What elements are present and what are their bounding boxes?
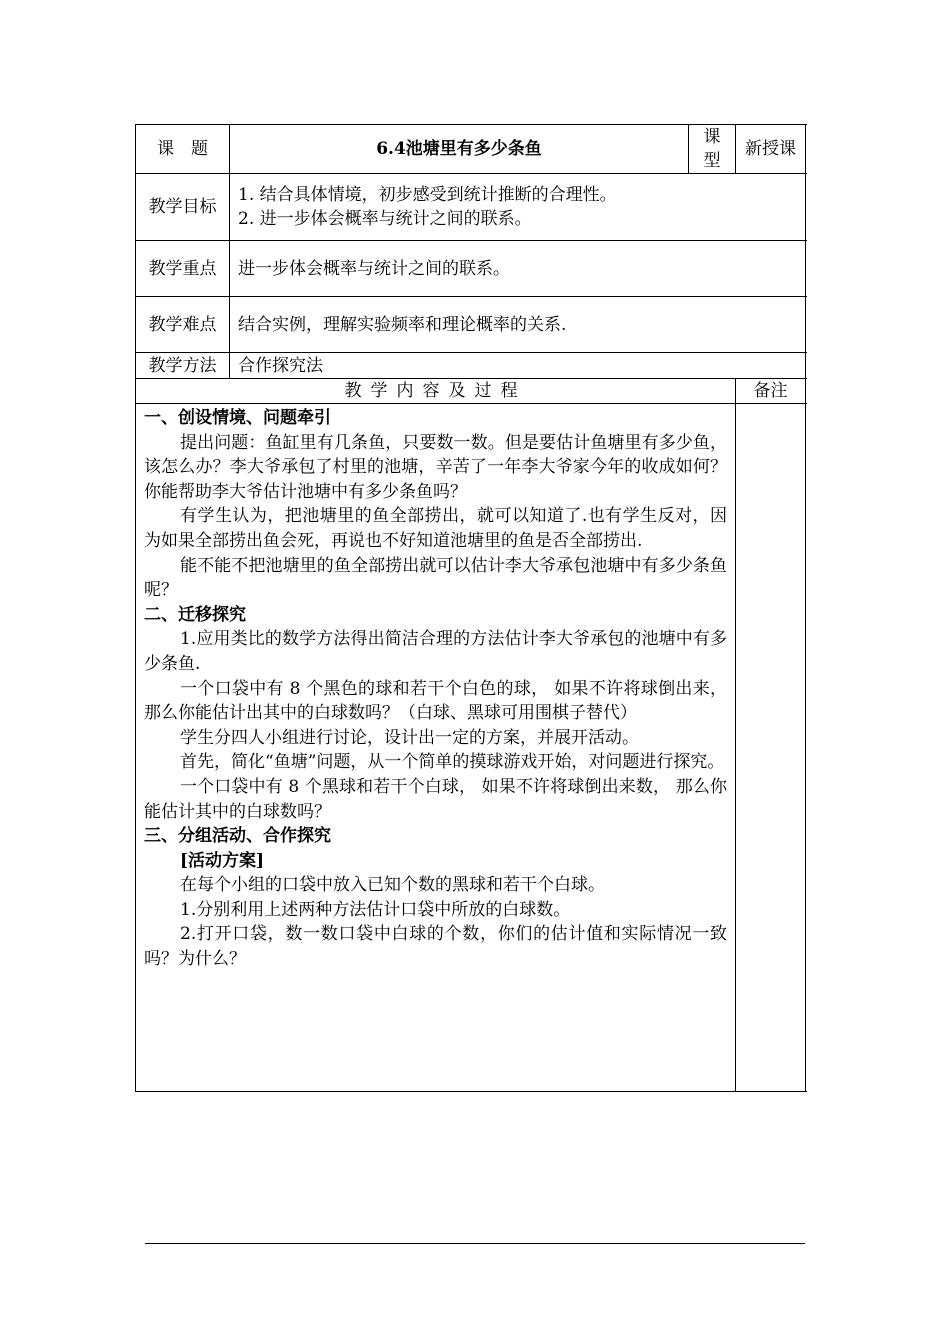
difficulty-value: 结合实例，理解实验频率和理论概率的关系. [230,297,806,353]
notes-header: 备注 [736,379,806,404]
content-paragraph: 提出问题：鱼缸里有几条鱼，只要数一数。但是要估计鱼塘里有多少鱼，该怎么办？李大爷承包了村里的池塘，辛苦了一年李大爷家今年的收成如何？你能帮助李大爷估计池塘中有多少条鱼吗？ [144,432,728,502]
section-heading: 一、创设情境、问题牵引 [144,408,331,428]
difficulty-label: 教学难点 [136,297,230,353]
row-content [136,404,806,1092]
goal-item: 1. 结合具体情境，初步感受到统计推断的合理性。 [238,185,617,205]
content-header: 教学内容及过程 [136,379,736,404]
topic-value: 6.4池塘里有多少条鱼 [230,125,689,174]
type-value: 新授课 [736,125,806,174]
content-body [136,404,736,1092]
row-method [136,353,806,379]
row-section-header [136,379,806,404]
notes-body [736,404,806,1092]
section-heading: 二、迁移探究 [144,604,246,625]
goal-item: 2. 进一步体会概率与统计之间的联系。 [238,209,532,229]
content-paragraph: 一个口袋中有 8 个黑球和若干个白球， 如果不许将球倒出来数， 那么你能估计其中的白球数吗？ [144,776,728,822]
key-point-value: 进一步体会概率与统计之间的联系。 [230,241,806,297]
row-difficulty [136,297,806,353]
content-paragraph: 1.应用类比的数学方法得出简洁合理的方法估计李大爷承包的池塘中有多少条鱼. [144,629,728,674]
topic-label: 课 题 [136,125,230,174]
goals-label: 教学目标 [136,174,230,241]
row-topic [136,125,806,174]
content-paragraph: 2.打开口袋，数一数口袋中白球的个数，你们的估计值和实际情况一致吗？为什么？ [144,924,728,970]
content-paragraph: 一个口袋中有 8 个黑色的球和若干个白色的球， 如果不许将球倒出来，那么你能估计出其中的白球数吗？（白球、黑球可用围棋子替代） [144,678,728,724]
content-paragraph: 学生分四人小组进行讨论，设计出一定的方案，并展开活动。 [180,727,639,748]
goals-value [230,174,806,241]
row-goals [136,174,806,241]
method-value: 合作探究法 [230,353,806,379]
content-paragraph: 在每个小组的口袋中放入已知个数的黑球和若干个白球。 [180,875,605,896]
type-label: 课型 [689,125,736,174]
content-paragraph: 能不能不把池塘里的鱼全部捞出就可以估计李大爷承包池塘中有多少条鱼呢？ [144,555,728,601]
content-paragraph: 首先，简化“鱼塘”问题，从一个简单的摸球游戏开始，对问题进行探究。 [180,752,725,773]
row-key-point [136,241,806,297]
content-paragraph: 有学生认为，把池塘里的鱼全部捞出，就可以知道了.也有学生反对，因为如果全部捞出鱼会死，再说也不好知道池塘里的鱼是否全部捞出. [144,506,728,551]
footer-divider [145,1243,805,1244]
lesson-plan-table [135,124,806,1092]
key-point-label: 教学重点 [136,241,230,297]
section-heading: 三、分组活动、合作探究 [144,826,331,847]
content-paragraph: 1.分别利用上述两种方法估计口袋中所放的白球数。 [180,899,571,920]
method-label: 教学方法 [136,353,230,379]
section-subheading: [活动方案] [180,850,265,871]
